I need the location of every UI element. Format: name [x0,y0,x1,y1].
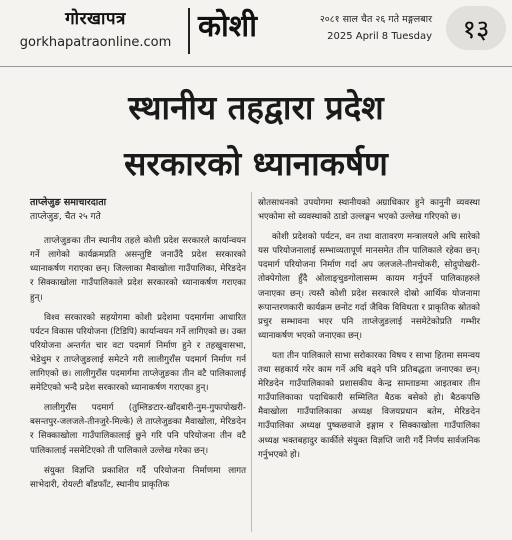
paragraph: यता तीन पालिकाले साभा सरोकारका विषय र साभा हितमा समन्वय तथा सहकार्य गरेर काम गर्ने अघि बढ्ने पनि प्रतिबद्धता जनाएका छन्। मेरिङदेन गाउँपालिकाको प्रशासकीय केन्द्र साम्ताङमा आइतबार तीन गाउँपालिकाका पदाधिकारी सम्मिलित बैठक बसेको हो। बैठकपछि मैवाखोला गाउँपालिकाका अध्यक्ष विजयप्रधान बतेम, मेरिङदेन गाउँपालिका अध्यक्ष पुष्कछवाजे इङ्गाम र सिक्काखोला गाउँपालिका अध्यक्ष भक्तबहादुर कार्कीले संयुक्त विज्ञप्ति जारी गर्दै निर्णय सार्वजनिक गर्नुभएको हो। [258,350,480,460]
masthead-divider [188,8,190,54]
headline-line-1: स्थानीय तहद्वारा प्रदेश [128,88,384,127]
paragraph: ताप्लेजुङका तीन स्थानीय तहले कोशी प्रदेश सरकारले कार्यान्वयन गर्ने लागेको कार्यक्रमप्रति असन्तुष्टि जनाउँदै प्रदेश सरकारको ध्यानाकर्षण गराएका छन्। जिल्लाका मैवाखोला गाउँपालिका, मेरिङदेन र सिक्काखोला गाउँपालिकाले प्रदेश सरकारको ध्यानाकर्षण गराएका हुन्। [30,236,246,303]
paragraph: विश्व सरकारको सहयोगमा कोशी प्रदेशमा पदमार्गमा आधारित पर्यटन विकास परियोजना (टिडिपि) कार्यान्वयन गर्ने लागिएको छ। उक्त परियोजना अन्तर्गत चार वटा पदमार्ग निर्माण हुने र तहखुवासभा, भेडेथुम र ताप्लेजुङलाई समेटने गरी लालीगुराँस पदमार्ग निर्माण गर्न लागिएको छ। लालीगुराँस पदमार्गमा ताप्लेजुङका तीन वटै पालिकालाई समेटिएको भन्दै प्रदेश सरकारको ध्यानाकर्षण गराएका हुन्। [30,312,246,394]
byline: ताप्लेजुङ समाचारदाता [30,197,107,208]
website-link[interactable]: gorkhapatraonline.com [19,35,172,50]
dateline: ताप्लेजुङ, चैत २५ गते [30,212,101,223]
date-block [320,12,432,42]
masthead-rule [0,66,512,67]
paragraph: लालीगुराँस पदमार्ग (तुम्लिङटार-खाँदबारी-नुम-गुफापोखरी-बसन्तपुर-जलजले-तीनजुरे-मिल्के) ले ताप्लेजुङका मैवाखोला, मेरिङदेन र सिक्काखोला गाउँपालिकालाई छुने गरि पनि परियोजना तीन वटै पालिकालाई नसमेटिएको ती पालिकाले उल्लेख गरेका छन्। [30,403,246,456]
date-nepali: २०८१ साल चैत २६ गते मङ्गलबार [319,14,432,25]
brand-name: गोरखापत्र [65,9,126,29]
page-number-badge: १३ [446,6,506,50]
paragraph: स्रोतसाधनको उपयोगमा स्थानीयको अग्राधिकार हुने कानुनी व्यवस्था भएकोमा सो व्यवस्थाको ठाडो उल्लङ्घन भएको उल्लेख गरिएको छ। [258,198,480,223]
headline-line-2: सरकारको ध्यानाकर्षण [124,144,388,183]
article-headline [20,80,492,192]
section-title: कोशी [198,9,257,44]
column-divider [251,192,252,532]
masthead [0,0,512,70]
paragraph: कोशी प्रदेशको पर्यटन, वन तथा वातावरण मन्त्रालयले अघि सारेको यस परियोजनालाई सम्भाव्यतापूर्ण मानसमेत तीन पालिकाले रहेका छन्। पदमार्ग परियोजना निर्माण गर्दा अप जलजले-तीनचोकरी, सोदुपोखरी-तोक्पेगोला हुँदै ओलाङ्चुङगोलासम्म कायम गर्नुपर्ने पालिकाहरुले जनाएका छन्। त्यस्तै कोशी प्रदेश सरकारले दोस्रो आर्थिक योजनामा रूपान्तरणकारी कार्यक्रम छनोट गर्दा जैविक विविधता र प्राकृतिक स्रोतको प्रचुर सम्भावना भएर पनि ताप्लेजुङलाई नसमेटेकोप्रति गम्भीर ध्यानाकर्षण भएको जनाएका छन्। [258,232,480,341]
article-column-right [258,196,480,468]
paragraph: संयुक्त विज्ञप्ति प्रकाशित गर्दै परियोजना निर्माणमा लागत साभेदारी, रोयल्टी बाँडफाँट, स्थानीय प्राकृतिक [30,465,246,490]
article-column-left [30,196,246,498]
date-english: 2025 April 8 Tuesday [327,31,432,42]
brand-block [8,6,183,50]
